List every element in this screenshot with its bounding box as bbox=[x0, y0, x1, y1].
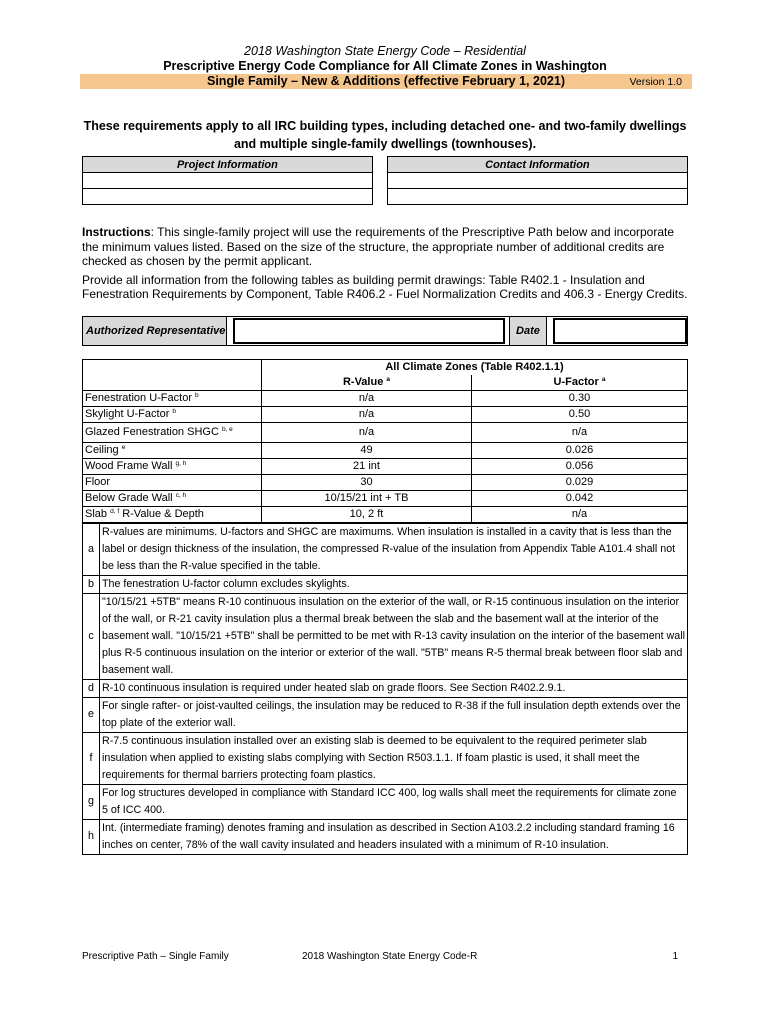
header-line-3 bbox=[80, 74, 692, 89]
instructions bbox=[82, 225, 688, 302]
table-row bbox=[83, 458, 688, 474]
footnote-row bbox=[83, 593, 688, 679]
component-label: Wood Frame Wall $^{g, h}$ bbox=[83, 458, 262, 474]
component-label: Glazed Fenestration SHGC $^{b, e}$ bbox=[83, 422, 262, 442]
table-row bbox=[83, 442, 688, 458]
footnote-row bbox=[83, 784, 688, 819]
instructions-label: Instructions bbox=[82, 225, 151, 239]
u-factor-cell: 0.50 bbox=[472, 406, 688, 422]
r-value-cell: n/a bbox=[262, 422, 472, 442]
document-header bbox=[82, 44, 688, 89]
authorized-representative-input[interactable] bbox=[233, 318, 505, 344]
footnote-text: R-10 continuous insulation is required under heated slab on grade floors. See Section R402.2.9.1. bbox=[100, 679, 688, 697]
footer-left: Prescriptive Path – Single Family bbox=[82, 951, 229, 962]
u-factor-cell: 0.026 bbox=[472, 442, 688, 458]
footnote-text: Int. (intermediate framing) denotes framing and insulation as described in Section A103.2.2 including standard framing 16 inches on center, 78% of the wall cavity insulated and headers insulated with a minimum of R-10 insulation. bbox=[100, 819, 688, 854]
footnote-text: R-7.5 continuous insulation installed over an existing slab is deemed to be equivalent to the required perimeter slab insulation when applied to existing slabs complying with Section R503.1.1. If foam plastic is used, it shall meet the requirements for thermal barriers protecting foam plastics. bbox=[100, 732, 688, 784]
project-information-field-2[interactable] bbox=[83, 189, 373, 205]
footnote-key: h bbox=[83, 819, 100, 854]
footnote-key: c bbox=[83, 593, 100, 679]
authorized-representative-row bbox=[82, 316, 688, 346]
r-value-cell: n/a bbox=[262, 390, 472, 406]
authorized-representative-label: Authorized Representative bbox=[83, 317, 227, 345]
u-factor-cell: 0.30 bbox=[472, 390, 688, 406]
contact-information-header: Contact Information bbox=[387, 157, 687, 173]
footnotes-table bbox=[82, 523, 688, 855]
project-information-header: Project Information bbox=[83, 157, 373, 173]
version-label: Version 1.0 bbox=[629, 76, 682, 88]
header-line-3-text: Single Family – New & Additions (effective February 1, 2021) bbox=[207, 74, 565, 88]
table-row bbox=[83, 422, 688, 442]
table-row bbox=[83, 390, 688, 406]
component-label: Below Grade Wall $^{c, h}$ bbox=[83, 490, 262, 506]
footnote-key: b bbox=[83, 575, 100, 593]
date-input[interactable] bbox=[553, 318, 687, 344]
header-line-2: Prescriptive Energy Code Compliance for All Climate Zones in Washington bbox=[163, 59, 607, 73]
table-title: All Climate Zones (Table R402.1.1) bbox=[262, 359, 688, 375]
u-factor-column-header: U-Factor $^a$ bbox=[472, 375, 688, 391]
u-factor-cell: 0.056 bbox=[472, 458, 688, 474]
instructions-para-2: Provide all information from the following tables as building permit drawings: Table R402.1 - Insulation and Fenestration Requirements by Component, Table R406.2 - Fuel Normalization Credits and 406.3 - Energy Credits. bbox=[82, 272, 688, 301]
r-value-cell: 10, 2 ft bbox=[262, 506, 472, 522]
footnote-row bbox=[83, 523, 688, 575]
page-footer bbox=[82, 951, 688, 965]
r-value-cell: 10/15/21 int + TB bbox=[262, 490, 472, 506]
contact-information-field-1[interactable] bbox=[387, 173, 687, 189]
project-information-field-1[interactable] bbox=[83, 173, 373, 189]
footnote-text: For log structures developed in compliance with Standard ICC 400, log walls shall meet the requirements for climate zone 5 of ICC 400. bbox=[100, 784, 688, 819]
footnote-text: For single rafter- or joist-vaulted ceilings, the insulation may be reduced to R-38 if the full insulation depth extends over the top plate of the exterior wall. bbox=[100, 697, 688, 732]
footnote-key: e bbox=[83, 697, 100, 732]
date-label: Date bbox=[509, 317, 547, 345]
footnote-row bbox=[83, 697, 688, 732]
footnote-key: f bbox=[83, 732, 100, 784]
component-label: Floor bbox=[83, 474, 262, 490]
page-number: 1 bbox=[672, 951, 678, 962]
footnote-row bbox=[83, 819, 688, 854]
r-value-cell: 30 bbox=[262, 474, 472, 490]
u-factor-cell: 0.042 bbox=[472, 490, 688, 506]
document-page bbox=[82, 44, 688, 855]
u-factor-cell: 0.029 bbox=[472, 474, 688, 490]
contact-information-field-2[interactable] bbox=[387, 189, 687, 205]
footnote-key: d bbox=[83, 679, 100, 697]
component-label: Slab $^{d, f}$ R-Value & Depth bbox=[83, 506, 262, 522]
r-value-cell: 21 int bbox=[262, 458, 472, 474]
r-value-column-header: R-Value $^a$ bbox=[262, 375, 472, 391]
footnote-row bbox=[83, 679, 688, 697]
table-row bbox=[83, 506, 688, 522]
insulation-requirements-table bbox=[82, 359, 688, 523]
component-label: Fenestration U-Factor $^b$ bbox=[83, 390, 262, 406]
instructions-para-1 bbox=[82, 225, 688, 269]
applies-to-statement: These requirements apply to all IRC building types, including detached one- and two-family dwellings and multiple single-family dwellings (townhouses). bbox=[83, 119, 687, 151]
footnote-text: "10/15/21 +5TB" means R-10 continuous insulation on the exterior of the wall, or R-15 continuous insulation on the interior of the wall, or R-21 cavity insulation plus a thermal break between the slab and the basement wall at the interior of the basement wall. "10/15/21 +5TB" shall be permitted to be met with R-13 cavity insulation on the interior of the basement wall plus R-5 continuous insulation on the interior or exterior of the wall. "5TB" means R-5 thermal break between floor slab and basement wall. bbox=[100, 593, 688, 679]
u-factor-cell: n/a bbox=[472, 506, 688, 522]
table-row bbox=[83, 490, 688, 506]
component-label: Skylight U-Factor $^b$ bbox=[83, 406, 262, 422]
u-factor-cell: n/a bbox=[472, 422, 688, 442]
project-contact-table bbox=[82, 156, 688, 205]
footnote-row bbox=[83, 732, 688, 784]
footnote-key: g bbox=[83, 784, 100, 819]
footnote-row bbox=[83, 575, 688, 593]
r-value-cell: 49 bbox=[262, 442, 472, 458]
footer-center: 2018 Washington State Energy Code-R bbox=[302, 951, 478, 962]
footnote-key: a bbox=[83, 523, 100, 575]
footnote-text: The fenestration U-factor column excludes skylights. bbox=[100, 575, 688, 593]
header-line-1: 2018 Washington State Energy Code – Residential bbox=[244, 44, 526, 58]
component-label: Ceiling $^e$ bbox=[83, 442, 262, 458]
r-value-cell: n/a bbox=[262, 406, 472, 422]
instructions-text: : This single-family project will use the requirements of the Prescriptive Path below and incorporate the minimum values listed. Based on the size of the structure, the appropriate number of additional credits are checked as chosen by the permit applicant. bbox=[82, 225, 675, 268]
table-row bbox=[83, 406, 688, 422]
footnote-text: R-values are minimums. U-factors and SHGC are maximums. When insulation is installed in a cavity that is less than the label or design thickness of the insulation, the compressed R-value of the insulation from Appendix Table A101.4 shall not be less than the R-value specified in the table. bbox=[100, 523, 688, 575]
table-row bbox=[83, 474, 688, 490]
